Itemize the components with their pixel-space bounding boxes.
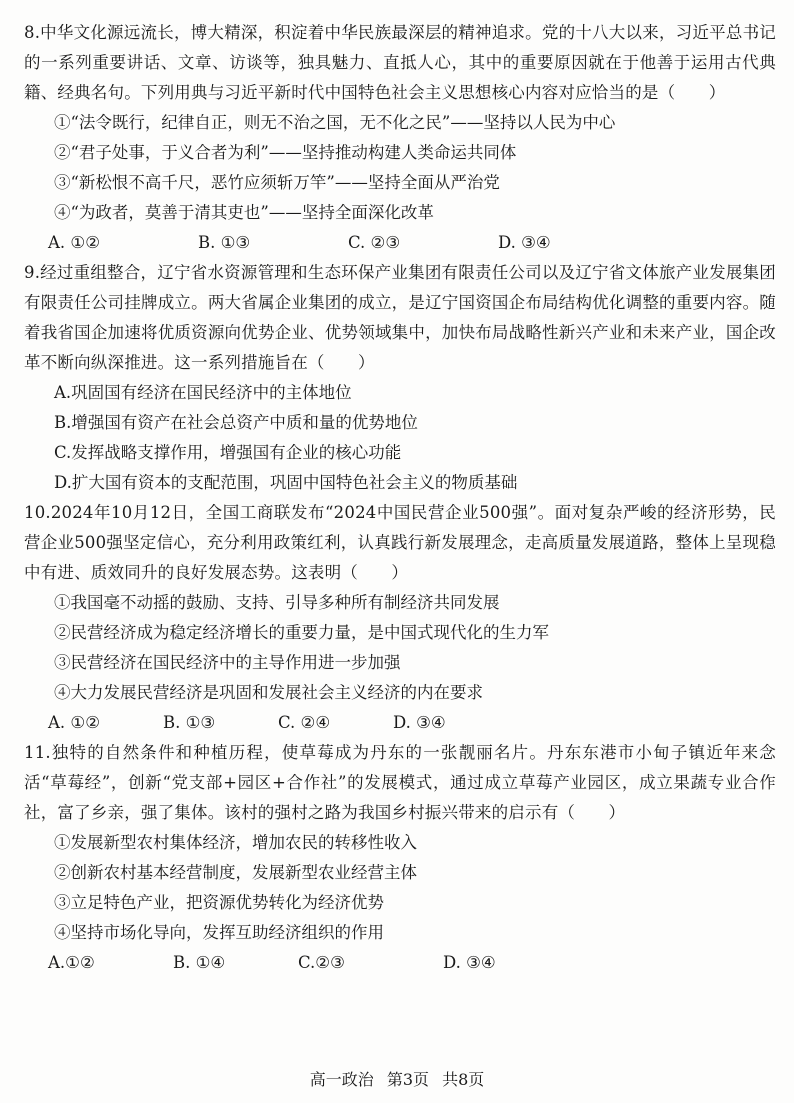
question-10-choice-d[interactable]: D. ③④ <box>393 713 446 732</box>
question-11 <box>24 738 776 978</box>
question-9-choice-d[interactable]: D.扩大国有资本的支配范围，巩固中国特色社会主义的物质基础 <box>54 473 518 492</box>
question-8-item-1: ①“法令既行，纪律自正，则无不治之国，无不化之民”——坚持以人民为中心 <box>54 113 616 132</box>
page-content <box>24 18 776 978</box>
question-8 <box>24 18 776 258</box>
question-8-choice-a[interactable]: A. ①② <box>48 233 100 252</box>
question-11-stem: 11.独特的自然条件和种植历程，使草莓成为丹东的一张靓丽名片。丹东东港市小甸子镇近年来念活“草莓经”，创新“党支部+园区+合作社”的发展模式，通过成立草莓产业园区，成立果蔬专业合作社，富了乡亲，强了集体。该村的强村之路为我国乡村振兴带来的启示有（ ） <box>24 743 776 822</box>
question-11-item-1: ①发展新型农村集体经济，增加农民的转移性收入 <box>54 833 417 852</box>
question-10-choice-c[interactable]: C. ②④ <box>278 713 331 732</box>
question-10-item-1: ①我国毫不动摇的鼓励、支持、引导多种所有制经济共同发展 <box>54 593 500 612</box>
page-footer <box>0 1068 794 1092</box>
question-9-stem: 9.经过重组整合，辽宁省水资源管理和生态环保产业集团有限责任公司以及辽宁省文体旅产业发展集团有限责任公司挂牌成立。两大省属企业集团的成立，是辽宁国资国企布局结构优化调整的重要内容。随着我省国企加速将优质资源向优势企业、优势领域集中，加快布局战略性新兴产业和未来产业，国企改革不断向纵深推进。这一系列措施旨在（ ） <box>24 263 776 372</box>
question-10-item-2: ②民营经济成为稳定经济增长的重要力量，是中国式现代化的生力军 <box>54 623 549 642</box>
question-8-choice-b[interactable]: B. ①③ <box>198 233 251 252</box>
question-8-choice-c[interactable]: C. ②③ <box>348 233 401 252</box>
question-8-choices <box>24 228 776 258</box>
question-10-choices <box>24 708 776 738</box>
question-8-stem: 8.中华文化源远流长，博大精深，积淀着中华民族最深层的精神追求。党的十八大以来，习近平总书记的一系列重要讲话、文章、访谈等，独具魅力、直抵人心，其中的重要原因就在于他善于运用古代典籍、经典名句。下列用典与习近平新时代中国特色社会主义思想核心内容对应恰当的是（ ） <box>24 23 776 102</box>
question-10-choice-b[interactable]: B. ①③ <box>163 713 216 732</box>
question-8-choice-d[interactable]: D. ③④ <box>498 233 551 252</box>
question-8-item-3: ③“新松恨不高千尺，恶竹应须斩万竿”——坚持全面从严治党 <box>54 173 500 192</box>
question-10-stem: 10.2024年10月12日，全国工商联发布“2024中国民营企业500强”。面对复杂严峻的经济形势，民营企业500强坚定信心，充分利用政策红利，认真践行新发展理念，走高质量发展道路，整体上呈现稳中有进、质效同升的良好发展态势。这表明（ ） <box>24 503 776 582</box>
question-10-choice-a[interactable]: A. ①② <box>48 713 100 732</box>
question-11-choice-b[interactable]: B. ①④ <box>173 953 226 972</box>
question-9-choice-c[interactable]: C.发挥战略支撑作用，增强国有企业的核心功能 <box>54 443 402 462</box>
question-8-item-4: ④“为政者，莫善于清其吏也”——坚持全面深化改革 <box>54 203 434 222</box>
question-9-choice-a[interactable]: A.巩固国有经济在国民经济中的主体地位 <box>54 383 352 402</box>
question-11-choices <box>24 948 776 978</box>
footer-subject: 高一政治 <box>309 1070 374 1089</box>
footer-total-pages: 共8页 <box>442 1070 485 1089</box>
question-9-choice-b[interactable]: B.增强国有资产在社会总资产中质和量的优势地位 <box>54 413 418 432</box>
question-11-choice-c[interactable]: C.②③ <box>298 953 345 972</box>
question-11-choice-a[interactable]: A.①② <box>48 953 95 972</box>
question-8-item-2: ②“君子处事，于义合者为利”——坚持推动构建人类命运共同体 <box>54 143 517 162</box>
question-9 <box>24 258 776 498</box>
footer-page-number: 第3页 <box>386 1070 429 1089</box>
question-11-choice-d[interactable]: D. ③④ <box>443 953 496 972</box>
question-10 <box>24 498 776 738</box>
question-10-item-3: ③民营经济在国民经济中的主导作用进一步加强 <box>54 653 401 672</box>
question-11-item-4: ④坚持市场化导向，发挥互助经济组织的作用 <box>54 923 384 942</box>
question-10-item-4: ④大力发展民营经济是巩固和发展社会主义经济的内在要求 <box>54 683 483 702</box>
question-11-item-3: ③立足特色产业，把资源优势转化为经济优势 <box>54 893 384 912</box>
question-11-item-2: ②创新农村基本经营制度，发展新型农业经营主体 <box>54 863 417 882</box>
